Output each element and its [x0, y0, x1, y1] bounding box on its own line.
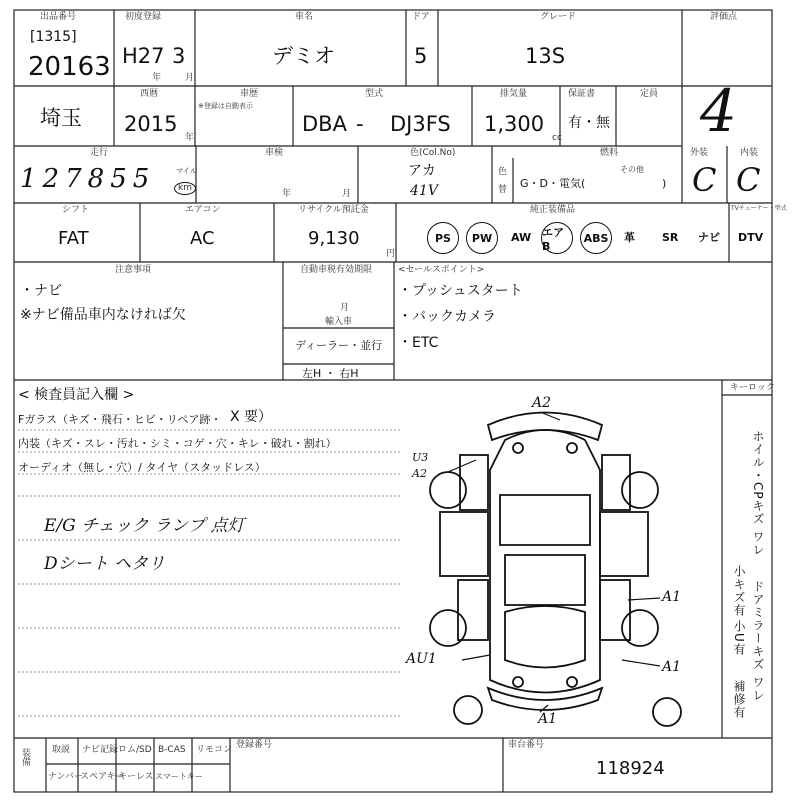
warranty-options: 有・無: [568, 115, 610, 131]
fuel-options: G・D・電気(: [520, 177, 586, 190]
label-model-type: 型式: [365, 89, 384, 99]
handwritten-note: Dシート ヘタリ: [44, 554, 166, 574]
mark-left-upper: U3: [412, 451, 429, 464]
mark-top: A2: [532, 395, 552, 411]
color-code: 41V: [410, 183, 438, 199]
label-model-year: 西暦: [140, 89, 159, 99]
label-replaced: 替: [498, 185, 508, 195]
equipment-item: PS: [427, 222, 459, 254]
label-inspection: 車検: [265, 148, 284, 158]
footer-remote: リモコン: [196, 745, 233, 755]
label-doors: ドア: [412, 12, 430, 22]
footer-smart-key: スマートキー: [155, 772, 203, 781]
model-year: 2015: [124, 112, 178, 136]
displacement: 1,300: [484, 112, 545, 136]
sales-point: ・プッシュスタート: [398, 283, 523, 299]
label-year-unit-3: 年: [282, 189, 292, 199]
footer-navi-disk: ナビ記録: [82, 745, 119, 755]
mileage-digit: 8: [87, 164, 111, 194]
car-diagram: [430, 413, 681, 727]
label-color-2: 色: [498, 167, 508, 177]
side-note: 小U有: [732, 620, 746, 656]
fuel-close: ): [662, 177, 667, 190]
doors: 5: [414, 44, 428, 68]
lot-number: 20163: [28, 52, 111, 82]
label-import: 輸入車: [325, 317, 353, 327]
grade: 13S: [525, 44, 566, 68]
inspector-line: 内装（キズ・スレ・汚れ・シミ・コゲ・穴・キレ・破れ・割れ）: [18, 437, 337, 450]
color-name: アカ: [408, 163, 436, 179]
mileage-digit: 2: [42, 164, 66, 194]
inspector-line: オーディオ（無し・穴）/ タイヤ（スタッドレス）: [18, 461, 266, 474]
label-year-unit: 年: [152, 73, 162, 83]
label-cc: cc: [552, 133, 562, 143]
model-prefix: DBA: [302, 112, 347, 136]
label-notes: 注意事項: [115, 265, 152, 275]
first-reg-month: 3: [172, 44, 186, 68]
label-history: 車歴: [240, 89, 259, 99]
inspector-line: Fガラス（キズ・飛石・ヒビ・リペア跡・: [18, 413, 222, 426]
label-tuner: TVチューナー・型式: [731, 205, 787, 212]
side-vertical-wheel: ホイル・CPキズ ワレ: [751, 430, 765, 557]
first-reg-era: H27: [122, 44, 165, 68]
note-line: ※ナビ備品車内なければ欠: [20, 307, 186, 323]
mileage-digit: 1: [20, 164, 43, 194]
equipment-item: AW: [511, 231, 532, 244]
footer-reg-no: 登録番号: [236, 740, 273, 750]
label-aircon: エアコン: [185, 205, 221, 215]
score-value: 4: [700, 77, 737, 145]
label-displacement: 排気量: [500, 89, 528, 99]
label-month-unit-3: 月: [342, 189, 352, 199]
mileage-digit: 5: [132, 164, 156, 194]
mark-right-mid: A1: [662, 589, 682, 605]
model-code: DJ3FS: [390, 112, 451, 136]
side-vertical-mirror: ドアミラーキズ ワレ: [751, 580, 765, 702]
mileage: [20, 166, 155, 192]
footer-items-label: 装備: [20, 748, 30, 766]
aircon: AC: [190, 228, 215, 249]
label-month-unit-4: 月: [340, 303, 350, 313]
label-exterior: 外装: [690, 148, 709, 158]
prefecture-stamp: 埼玉: [40, 106, 82, 130]
note-line: ・ナビ: [20, 283, 62, 299]
exterior-grade: C: [692, 161, 717, 199]
label-car-name: 車名: [295, 12, 314, 22]
fuel-other: その他: [620, 165, 644, 174]
handwritten-note: E/G チェック ランプ 点灯: [44, 516, 245, 536]
car-name: デミオ: [272, 44, 335, 68]
label-month-unit: 月: [185, 73, 195, 83]
equipment-item: エアB: [541, 222, 573, 254]
mileage-digit: 7: [65, 164, 88, 194]
label-reg-period: 自動車税有効期限: [300, 265, 373, 275]
recycle-fee: 9,130: [308, 228, 360, 249]
sales-point: ・ETC: [398, 335, 439, 351]
mark-left-low: AU1: [406, 651, 437, 667]
label-interior: 内装: [740, 148, 759, 158]
label-mile: マイル: [176, 167, 197, 175]
steering: 左H ・ 右H: [302, 367, 359, 380]
footer-number-plate: ナンバー: [48, 772, 83, 782]
footer-rom: ロム/SD: [118, 745, 152, 755]
equipment-item: SR: [662, 231, 679, 244]
lot-code: [1315]: [30, 29, 77, 45]
label-color: 色(Col.No): [410, 148, 456, 158]
label-grade: グレード: [540, 12, 577, 22]
label-warranty: 保証書: [568, 89, 596, 99]
label-sales-points: <セールスポイント>: [398, 265, 485, 275]
equipment-item: PW: [466, 222, 498, 254]
footer-keyless: キーレス: [118, 772, 154, 782]
mark-right-low: A1: [662, 659, 682, 675]
label-equipment: 純正装備品: [530, 205, 576, 215]
chassis-number: 118924: [596, 758, 665, 779]
label-mileage: 走行: [90, 148, 109, 158]
side-note: 補修有: [732, 680, 746, 719]
glass-verdict: X 要）: [230, 409, 273, 425]
mark-bottom: A1: [538, 711, 558, 727]
interior-grade: C: [736, 161, 761, 199]
sales-point: ・バックカメラ: [398, 309, 496, 325]
label-yen: 円: [386, 249, 396, 259]
mileage-digit: 5: [110, 164, 133, 194]
label-keylock: キーロック: [730, 383, 775, 393]
label-year-unit-2: 年: [185, 133, 195, 143]
side-note: 小キズ有: [732, 565, 746, 617]
footer-bcas: B-CAS: [158, 745, 186, 755]
label-score: 評価点: [710, 12, 738, 22]
footer-manual: 取説: [52, 745, 71, 755]
shift: FAT: [58, 228, 89, 249]
footer-spare-key: スペアキー: [80, 772, 125, 782]
label-capacity: 定員: [640, 89, 659, 99]
footer-chassis-label: 車台番号: [508, 740, 545, 750]
equipment-item: ナビ: [698, 231, 720, 244]
label-fuel: 燃料: [600, 148, 619, 158]
model-dash: -: [356, 112, 364, 136]
label-first-reg: 初度登録: [125, 12, 162, 22]
label-recycle: リサイクル預託金: [298, 205, 369, 215]
label-lot-no: 出品番号: [40, 12, 77, 22]
label-km: km: [174, 182, 196, 195]
mark-left-upper2: A2: [412, 467, 427, 480]
dealer-line: ディーラー・並行: [295, 339, 383, 352]
label-inspector: < 検査員記入欄 >: [18, 387, 135, 403]
equipment-item: ABS: [580, 222, 612, 254]
label-history-sub: ※登録は自動表示: [198, 102, 253, 110]
equipment-item: 革: [624, 231, 635, 244]
label-shift: シフト: [62, 205, 90, 215]
equipment-item: DTV: [738, 231, 764, 244]
